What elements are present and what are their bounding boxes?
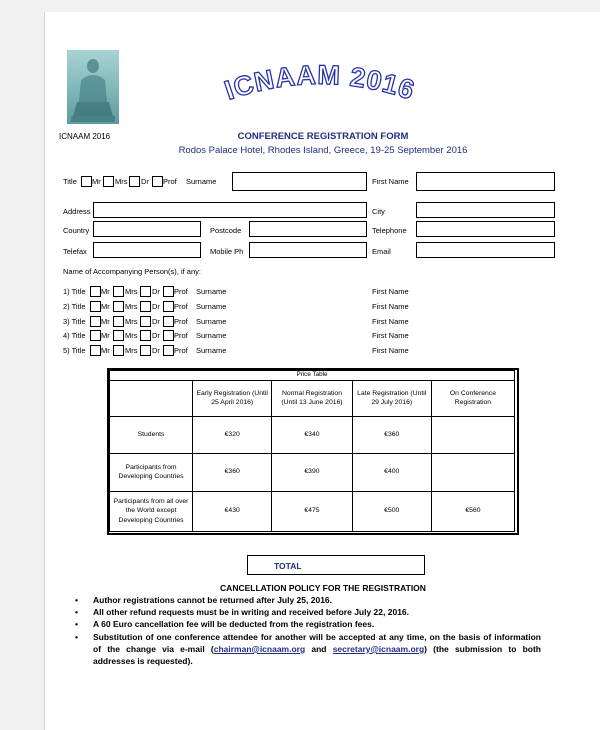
country-label: Country xyxy=(63,226,90,235)
policy-text: and xyxy=(305,643,333,654)
venue-line: Rodos Palace Hotel, Rhodes Island, Greece, 19-25 September 2016 xyxy=(178,145,468,156)
mrs-label: Mrs xyxy=(125,331,138,340)
first-name-label: First Name xyxy=(372,302,409,311)
acc1-mrs-checkbox[interactable] xyxy=(113,286,124,297)
city-field[interactable] xyxy=(416,202,555,218)
accompanying-row-title: 2) Title xyxy=(63,302,86,311)
mr-label: Mr xyxy=(92,177,101,186)
total-box[interactable] xyxy=(247,555,425,575)
address-label: Address xyxy=(63,207,91,216)
brand-title xyxy=(185,56,455,126)
dr-label: Dr xyxy=(152,346,160,355)
secretary-email-link[interactable]: secretary@icnaam.org xyxy=(332,643,425,654)
table-row xyxy=(110,453,515,491)
mr-label: Mr xyxy=(101,302,110,311)
country-field[interactable] xyxy=(93,221,201,237)
dr-label: Dr xyxy=(152,302,160,311)
statue-logo-image xyxy=(67,50,119,124)
form-title: CONFERENCE REGISTRATION FORM xyxy=(237,131,409,142)
price-table-caption: Price Table xyxy=(110,371,515,381)
prof-label: Prof xyxy=(174,302,188,311)
policy-text: All other refund requests must be in writing and received before July 22, 2016. xyxy=(93,607,410,618)
surname-label: Surname xyxy=(186,177,217,186)
total-label: TOTAL xyxy=(274,561,302,571)
mrs-label: Mrs xyxy=(125,346,138,355)
first-name-label: First Name xyxy=(372,317,409,326)
header-onsite: On Conference Registration xyxy=(431,380,514,416)
price-cell: €390 xyxy=(272,453,352,491)
dr-label: Dr xyxy=(152,331,160,340)
document-page xyxy=(44,12,600,730)
price-cell xyxy=(431,416,514,453)
list-item xyxy=(75,618,541,630)
surname-label: Surname xyxy=(196,346,227,355)
accompanying-heading: Name of Accompanying Person(s), if any: xyxy=(63,267,201,276)
price-cell: €360 xyxy=(193,453,272,491)
acc2-mrs-checkbox[interactable] xyxy=(113,301,124,312)
policy-text: ) (the submission to both addresses is requested). xyxy=(93,643,541,667)
mrs-label: Mrs xyxy=(125,317,138,326)
surname-label: Surname xyxy=(196,302,227,311)
surname-label: Surname xyxy=(196,317,227,326)
acc2-prof-checkbox[interactable] xyxy=(163,301,174,312)
telephone-label: Telephone xyxy=(372,226,407,235)
acc5-mr-checkbox[interactable] xyxy=(90,345,101,356)
title-dr-checkbox[interactable] xyxy=(129,176,140,187)
policy-text: A 60 Euro cancellation fee will be deducted from the registration fees. xyxy=(93,619,375,630)
mr-label: Mr xyxy=(101,331,110,340)
telephone-field[interactable] xyxy=(416,221,555,237)
table-row xyxy=(110,416,515,453)
cancellation-heading: CANCELLATION POLICY FOR THE REGISTRATION xyxy=(220,583,426,593)
dr-label: Dr xyxy=(141,177,149,186)
title-mr-checkbox[interactable] xyxy=(81,176,92,187)
prof-label: Prof xyxy=(174,287,188,296)
prof-label: Prof xyxy=(174,331,188,340)
policy-text: Substitution of one conference attendee for another will be accepted at any time, on the basis of information of the change via e-mail ( xyxy=(93,631,541,654)
list-item xyxy=(75,606,541,618)
bullet: • xyxy=(75,595,78,605)
address-field[interactable] xyxy=(93,202,367,218)
mr-label: Mr xyxy=(101,317,110,326)
acc2-dr-checkbox[interactable] xyxy=(140,301,151,312)
telefax-label: Telefax xyxy=(63,247,87,256)
acc2-mr-checkbox[interactable] xyxy=(90,301,101,312)
first-name-label: First Name xyxy=(372,287,409,296)
acc3-mr-checkbox[interactable] xyxy=(90,316,101,327)
postcode-field[interactable] xyxy=(249,221,367,237)
price-cell: €320 xyxy=(193,416,272,453)
cancellation-list xyxy=(75,594,541,667)
telefax-field[interactable] xyxy=(93,242,201,258)
first-name-label: First Name xyxy=(372,346,409,355)
accompanying-row-title: 3) Title xyxy=(63,317,86,326)
brand-title-text: ICNAAM 2016 xyxy=(220,59,419,106)
acc3-mrs-checkbox[interactable] xyxy=(113,316,124,327)
acc1-prof-checkbox[interactable] xyxy=(163,286,174,297)
price-cell: €340 xyxy=(272,416,352,453)
price-cell: €475 xyxy=(272,491,352,531)
mr-label: Mr xyxy=(101,287,110,296)
table-row xyxy=(110,491,515,531)
first-name-label: First Name xyxy=(372,177,409,186)
list-item xyxy=(75,631,541,668)
chairman-email-link[interactable]: chairman@icnaam.org xyxy=(213,643,306,654)
bullet: • xyxy=(75,619,78,630)
city-label: City xyxy=(372,207,385,216)
mobile-field[interactable] xyxy=(249,242,367,258)
price-cell: €430 xyxy=(193,491,272,531)
header-early: Early Registration (Until 25 April 2016) xyxy=(193,380,272,416)
row-label: Participants from all over the World except Developing Countries xyxy=(110,491,193,531)
header-normal: Normal Registration (Until 13 June 2016) xyxy=(272,380,352,416)
price-cell: €500 xyxy=(352,491,431,531)
acc5-mrs-checkbox[interactable] xyxy=(113,345,124,356)
acc4-prof-checkbox[interactable] xyxy=(163,330,174,341)
first-name-label: First Name xyxy=(372,331,409,340)
price-cell: €400 xyxy=(352,453,431,491)
mobile-label: Mobile Ph xyxy=(210,247,244,256)
surname-label: Surname xyxy=(196,287,227,296)
acc3-prof-checkbox[interactable] xyxy=(163,316,174,327)
surname-label: Surname xyxy=(196,331,227,340)
logo-caption: ICNAAM 2016 xyxy=(59,132,111,141)
price-cell xyxy=(431,453,514,491)
price-cell: €360 xyxy=(352,416,431,453)
mr-label: Mr xyxy=(101,346,110,355)
acc5-prof-checkbox[interactable] xyxy=(163,345,174,356)
title-prof-checkbox[interactable] xyxy=(152,176,163,187)
postcode-label: Postcode xyxy=(210,226,242,235)
surname-field[interactable] xyxy=(232,172,367,191)
row-label: Participants from Developing Countries xyxy=(110,453,193,491)
acc4-mr-checkbox[interactable] xyxy=(90,330,101,341)
acc5-dr-checkbox[interactable] xyxy=(140,345,151,356)
price-table xyxy=(109,370,515,532)
accompanying-row-title: 5) Title xyxy=(63,346,86,355)
acc3-dr-checkbox[interactable] xyxy=(140,316,151,327)
mrs-label: Mrs xyxy=(125,287,138,296)
price-table-corner xyxy=(110,380,193,416)
svg-text:ICNAAM 2016 xyxy=(221,60,419,106)
mrs-label: Mrs xyxy=(125,302,138,311)
acc4-dr-checkbox[interactable] xyxy=(140,330,151,341)
bullet: • xyxy=(75,631,78,642)
dr-label: Dr xyxy=(152,317,160,326)
title-mrs-checkbox[interactable] xyxy=(103,176,114,187)
acc1-dr-checkbox[interactable] xyxy=(140,286,151,297)
header-late: Late Registration (Until 29 July 2016) xyxy=(352,380,431,416)
policy-text: Author registrations cannot be returned after July 25, 2016. xyxy=(93,595,333,605)
accompanying-row-title: 1) Title xyxy=(63,287,86,296)
acc4-mrs-checkbox[interactable] xyxy=(113,330,124,341)
list-item xyxy=(75,594,541,606)
bullet: • xyxy=(75,607,78,618)
dr-label: Dr xyxy=(152,287,160,296)
prof-label: Prof xyxy=(174,346,188,355)
price-cell: €560 xyxy=(431,491,514,531)
first-name-field[interactable] xyxy=(416,172,555,191)
mrs-label: Mrs xyxy=(115,177,128,186)
row-label: Students xyxy=(110,416,193,453)
email-label: Email xyxy=(372,247,391,256)
title-label: Title xyxy=(63,177,77,186)
acc1-mr-checkbox[interactable] xyxy=(90,286,101,297)
accompanying-row-title: 4) Title xyxy=(63,331,86,340)
prof-label: Prof xyxy=(163,177,177,186)
prof-label: Prof xyxy=(174,317,188,326)
email-field[interactable] xyxy=(416,242,555,258)
